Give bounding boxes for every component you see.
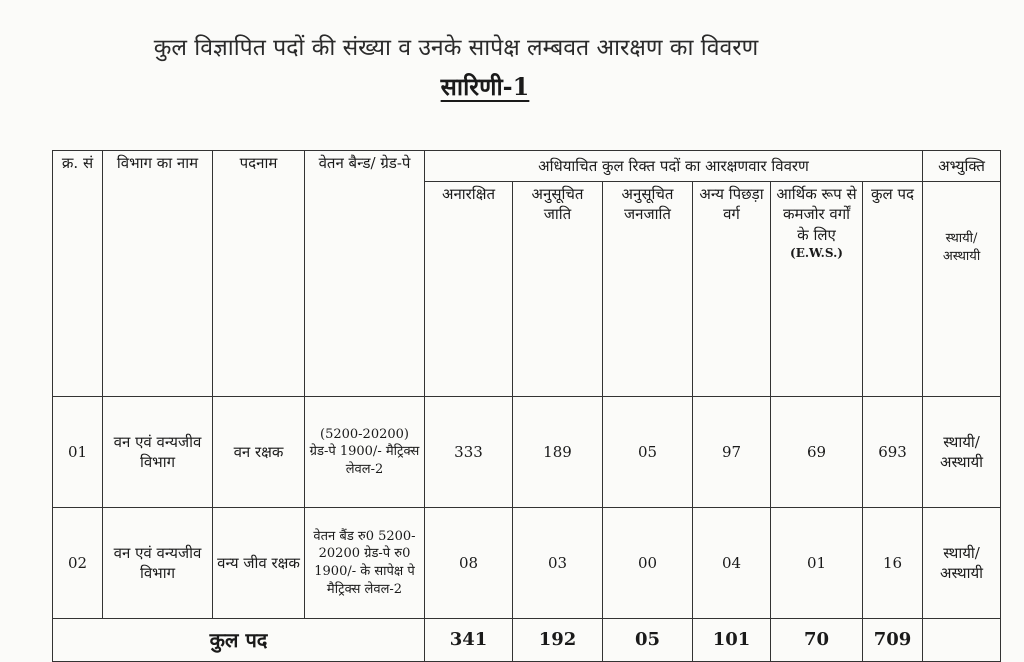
reservation-table <box>52 150 1001 662</box>
cell-sno: 01 <box>53 397 103 508</box>
cell-sc: 03 <box>513 508 603 619</box>
total-remarks-empty <box>923 619 1001 662</box>
cell-remarks: स्थायी/ अस्थायी <box>923 397 1001 508</box>
total-obc: 101 <box>693 619 771 662</box>
table-caption: सारिणी-1 <box>440 72 530 101</box>
header-post: पदनाम <box>213 151 305 397</box>
cell-pay: (5200-20200) ग्रेड-पे 1900/- मैट्रिक्स लेवल-2 <box>305 397 425 508</box>
cell-sc: 189 <box>513 397 603 508</box>
header-dept: विभाग का नाम <box>103 151 213 397</box>
cell-post: वन्य जीव रक्षक <box>213 508 305 619</box>
document-title: कुल विज्ञापित पदों की संख्या व उनके सापेक्ष लम्बवत आरक्षण का विवरण <box>153 35 759 61</box>
header-obc: अन्य पिछड़ा वर्ग <box>693 182 771 397</box>
header-remarks-sub: स्थायी/ अस्थायी <box>923 182 1001 397</box>
header-total: कुल पद <box>863 182 923 397</box>
cell-unreserved: 08 <box>425 508 513 619</box>
header-row-1 <box>53 151 1001 182</box>
cell-unreserved: 333 <box>425 397 513 508</box>
cell-total: 693 <box>863 397 923 508</box>
cell-obc: 97 <box>693 397 771 508</box>
cell-dept: वन एवं वन्यजीव विभाग <box>103 508 213 619</box>
cell-remarks: स्थायी/ अस्थायी <box>923 508 1001 619</box>
cell-dept: वन एवं वन्यजीव विभाग <box>103 397 213 508</box>
cell-post: वन रक्षक <box>213 397 305 508</box>
header-remarks: अभ्युक्ति <box>923 151 1001 182</box>
total-st: 05 <box>603 619 693 662</box>
total-all: 709 <box>863 619 923 662</box>
total-sc: 192 <box>513 619 603 662</box>
totals-row <box>53 619 1001 662</box>
cell-st: 05 <box>603 397 693 508</box>
table-row <box>53 397 1001 508</box>
header-ews <box>771 182 863 397</box>
header-unreserved: अनारक्षित <box>425 182 513 397</box>
header-sno: क्र. सं <box>53 151 103 397</box>
header-ews-label: आर्थिक रूप से कमजोर वर्गों के लिए <box>776 185 857 244</box>
cell-ews: 01 <box>771 508 863 619</box>
header-st: अनुसूचित जनजाति <box>603 182 693 397</box>
cell-sno: 02 <box>53 508 103 619</box>
totals-label: कुल पद <box>53 619 425 662</box>
header-sc: अनुसूचित जाति <box>513 182 603 397</box>
total-unreserved: 341 <box>425 619 513 662</box>
header-pay: वेतन बैन्ड/ ग्रेड-पे <box>305 151 425 397</box>
header-group: अधियाचित कुल रिक्त पदों का आरक्षणवार विवरण <box>425 151 923 182</box>
header-ews-abbr: (E.W.S.) <box>790 245 843 260</box>
total-ews: 70 <box>771 619 863 662</box>
table-row <box>53 508 1001 619</box>
cell-obc: 04 <box>693 508 771 619</box>
cell-ews: 69 <box>771 397 863 508</box>
cell-st: 00 <box>603 508 693 619</box>
cell-pay: वेतन बैंड रु0 5200-20200 ग्रेड-पे रु0 1900/- के सापेक्ष पे मैट्रिक्स लेवल-2 <box>305 508 425 619</box>
cell-total: 16 <box>863 508 923 619</box>
